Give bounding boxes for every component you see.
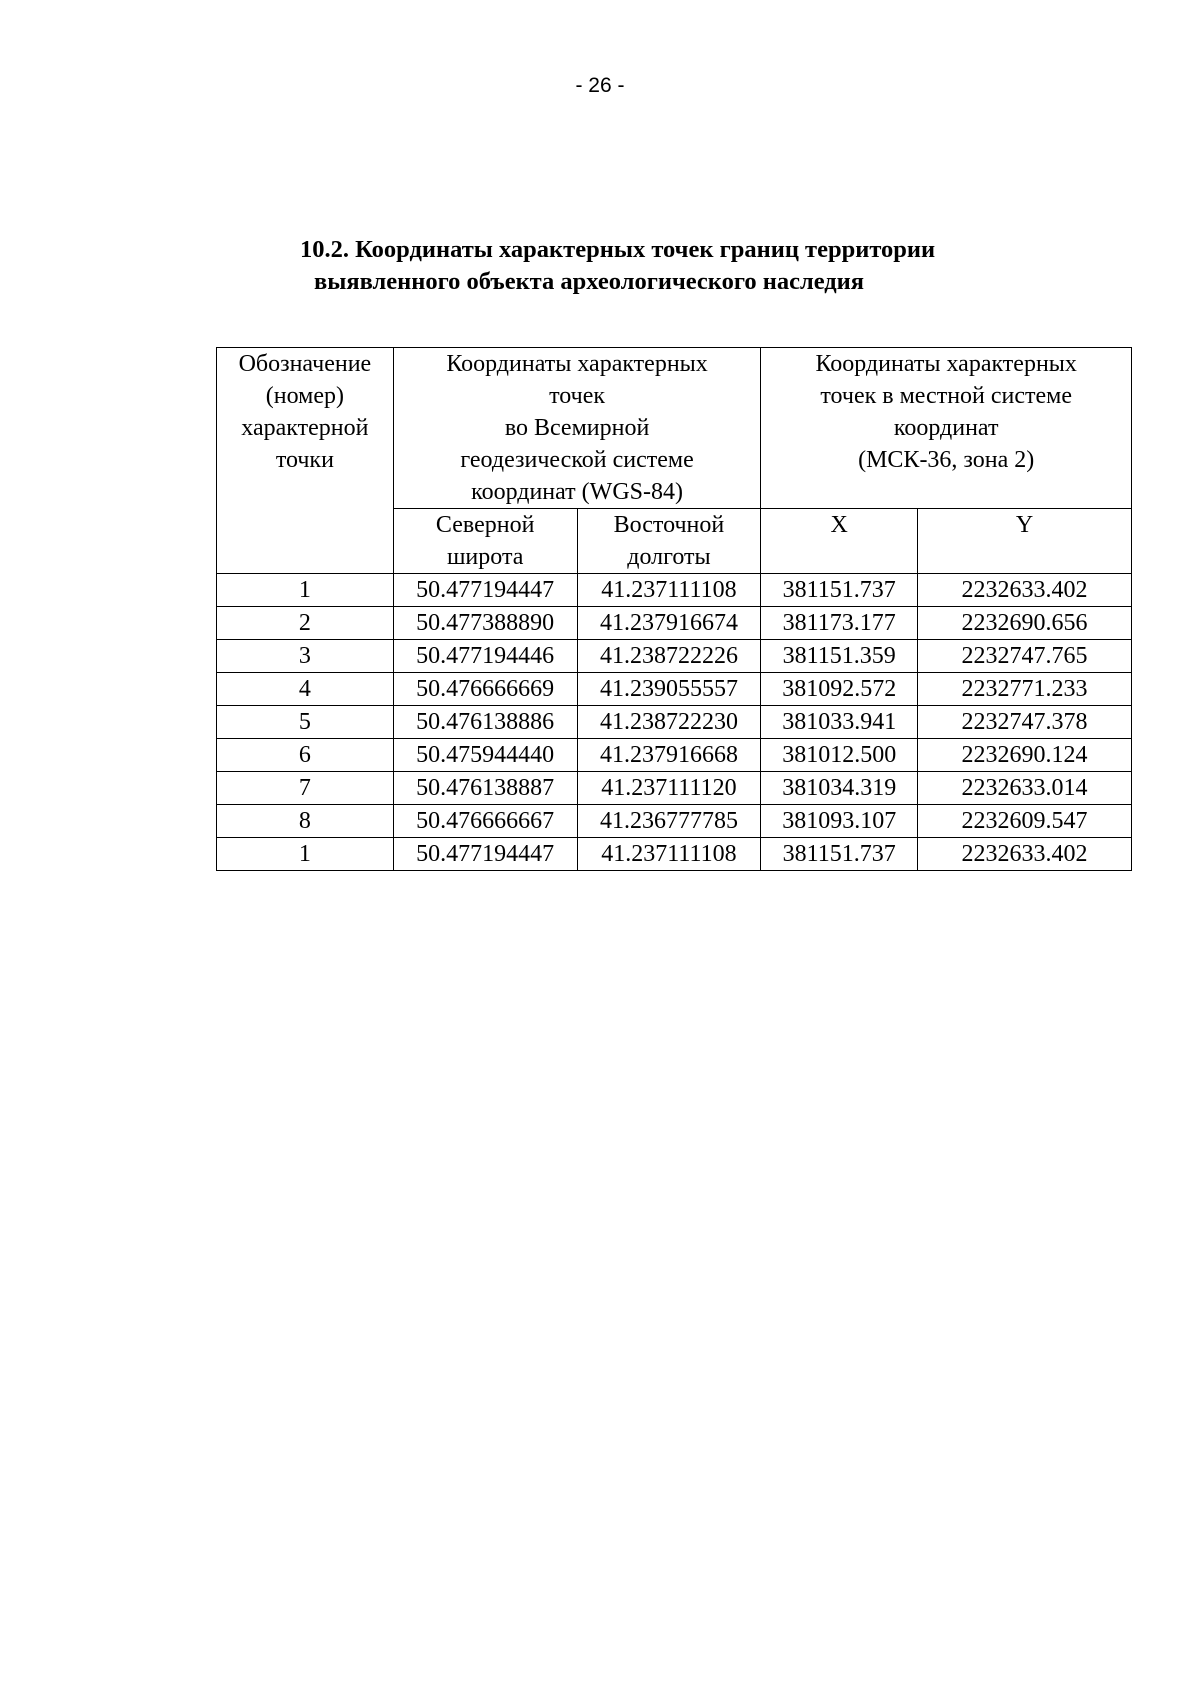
cell-y: 2232633.014 <box>918 772 1132 805</box>
cell-y: 2232747.765 <box>918 640 1132 673</box>
cell-x: 381012.500 <box>761 739 918 772</box>
cell-longitude: 41.237916668 <box>577 739 761 772</box>
cell-latitude: 50.475944440 <box>393 739 577 772</box>
page-number: - 26 - <box>575 74 625 97</box>
cell-point-id: 1 <box>217 574 394 607</box>
header-longitude: Восточной долготы <box>577 509 761 574</box>
cell-point-id: 1 <box>217 838 394 871</box>
cell-y: 2232690.656 <box>918 607 1132 640</box>
cell-point-id: 6 <box>217 739 394 772</box>
cell-longitude: 41.237111120 <box>577 772 761 805</box>
cell-x: 381151.737 <box>761 574 918 607</box>
header-local-system: Координаты характерных точек в местной системе координат (МСК-36, зона 2) <box>761 348 1132 509</box>
section-title-line-2: выявленного объекта археологического наследия <box>314 268 865 295</box>
coordinates-table-header <box>217 348 1132 574</box>
cell-longitude: 41.238722230 <box>577 706 761 739</box>
table-row <box>217 805 1132 838</box>
cell-y: 2232633.402 <box>918 574 1132 607</box>
cell-x: 381092.572 <box>761 673 918 706</box>
header-latitude: Северной широта <box>393 509 577 574</box>
table-row <box>217 640 1132 673</box>
header-y: Y <box>918 509 1132 574</box>
coordinates-table-body <box>217 574 1132 871</box>
cell-point-id: 7 <box>217 772 394 805</box>
cell-point-id: 3 <box>217 640 394 673</box>
cell-latitude: 50.476138887 <box>393 772 577 805</box>
cell-latitude: 50.476138886 <box>393 706 577 739</box>
header-row-main <box>217 348 1132 509</box>
cell-y: 2232690.124 <box>918 739 1132 772</box>
header-x: X <box>761 509 918 574</box>
cell-longitude: 41.236777785 <box>577 805 761 838</box>
table-row <box>217 838 1132 871</box>
table-row <box>217 706 1132 739</box>
table-row <box>217 739 1132 772</box>
cell-point-id: 8 <box>217 805 394 838</box>
cell-longitude: 41.237111108 <box>577 574 761 607</box>
cell-latitude: 50.477388890 <box>393 607 577 640</box>
cell-latitude: 50.476666667 <box>393 805 577 838</box>
section-title-line-1: 10.2. Координаты характерных точек границ территории <box>300 236 936 263</box>
cell-x: 381173.177 <box>761 607 918 640</box>
cell-x: 381093.107 <box>761 805 918 838</box>
coordinates-table <box>216 347 1132 871</box>
section-title <box>300 234 1100 298</box>
table-row <box>217 574 1132 607</box>
cell-point-id: 4 <box>217 673 394 706</box>
cell-latitude: 50.477194446 <box>393 640 577 673</box>
cell-y: 2232609.547 <box>918 805 1132 838</box>
table-row <box>217 607 1132 640</box>
cell-y: 2232633.402 <box>918 838 1132 871</box>
cell-point-id: 2 <box>217 607 394 640</box>
cell-y: 2232771.233 <box>918 673 1132 706</box>
cell-longitude: 41.239055557 <box>577 673 761 706</box>
cell-x: 381151.737 <box>761 838 918 871</box>
cell-longitude: 41.238722226 <box>577 640 761 673</box>
cell-y: 2232747.378 <box>918 706 1132 739</box>
header-point-id: Обозначение (номер) характерной точки <box>217 348 394 574</box>
cell-point-id: 5 <box>217 706 394 739</box>
cell-latitude: 50.477194447 <box>393 574 577 607</box>
cell-x: 381151.359 <box>761 640 918 673</box>
cell-latitude: 50.477194447 <box>393 838 577 871</box>
table-row <box>217 772 1132 805</box>
table-row <box>217 673 1132 706</box>
cell-longitude: 41.237111108 <box>577 838 761 871</box>
cell-latitude: 50.476666669 <box>393 673 577 706</box>
cell-longitude: 41.237916674 <box>577 607 761 640</box>
cell-x: 381034.319 <box>761 772 918 805</box>
cell-x: 381033.941 <box>761 706 918 739</box>
header-wgs84: Координаты характерных точек во Всемирной геодезической системе координат (WGS-84) <box>393 348 761 509</box>
